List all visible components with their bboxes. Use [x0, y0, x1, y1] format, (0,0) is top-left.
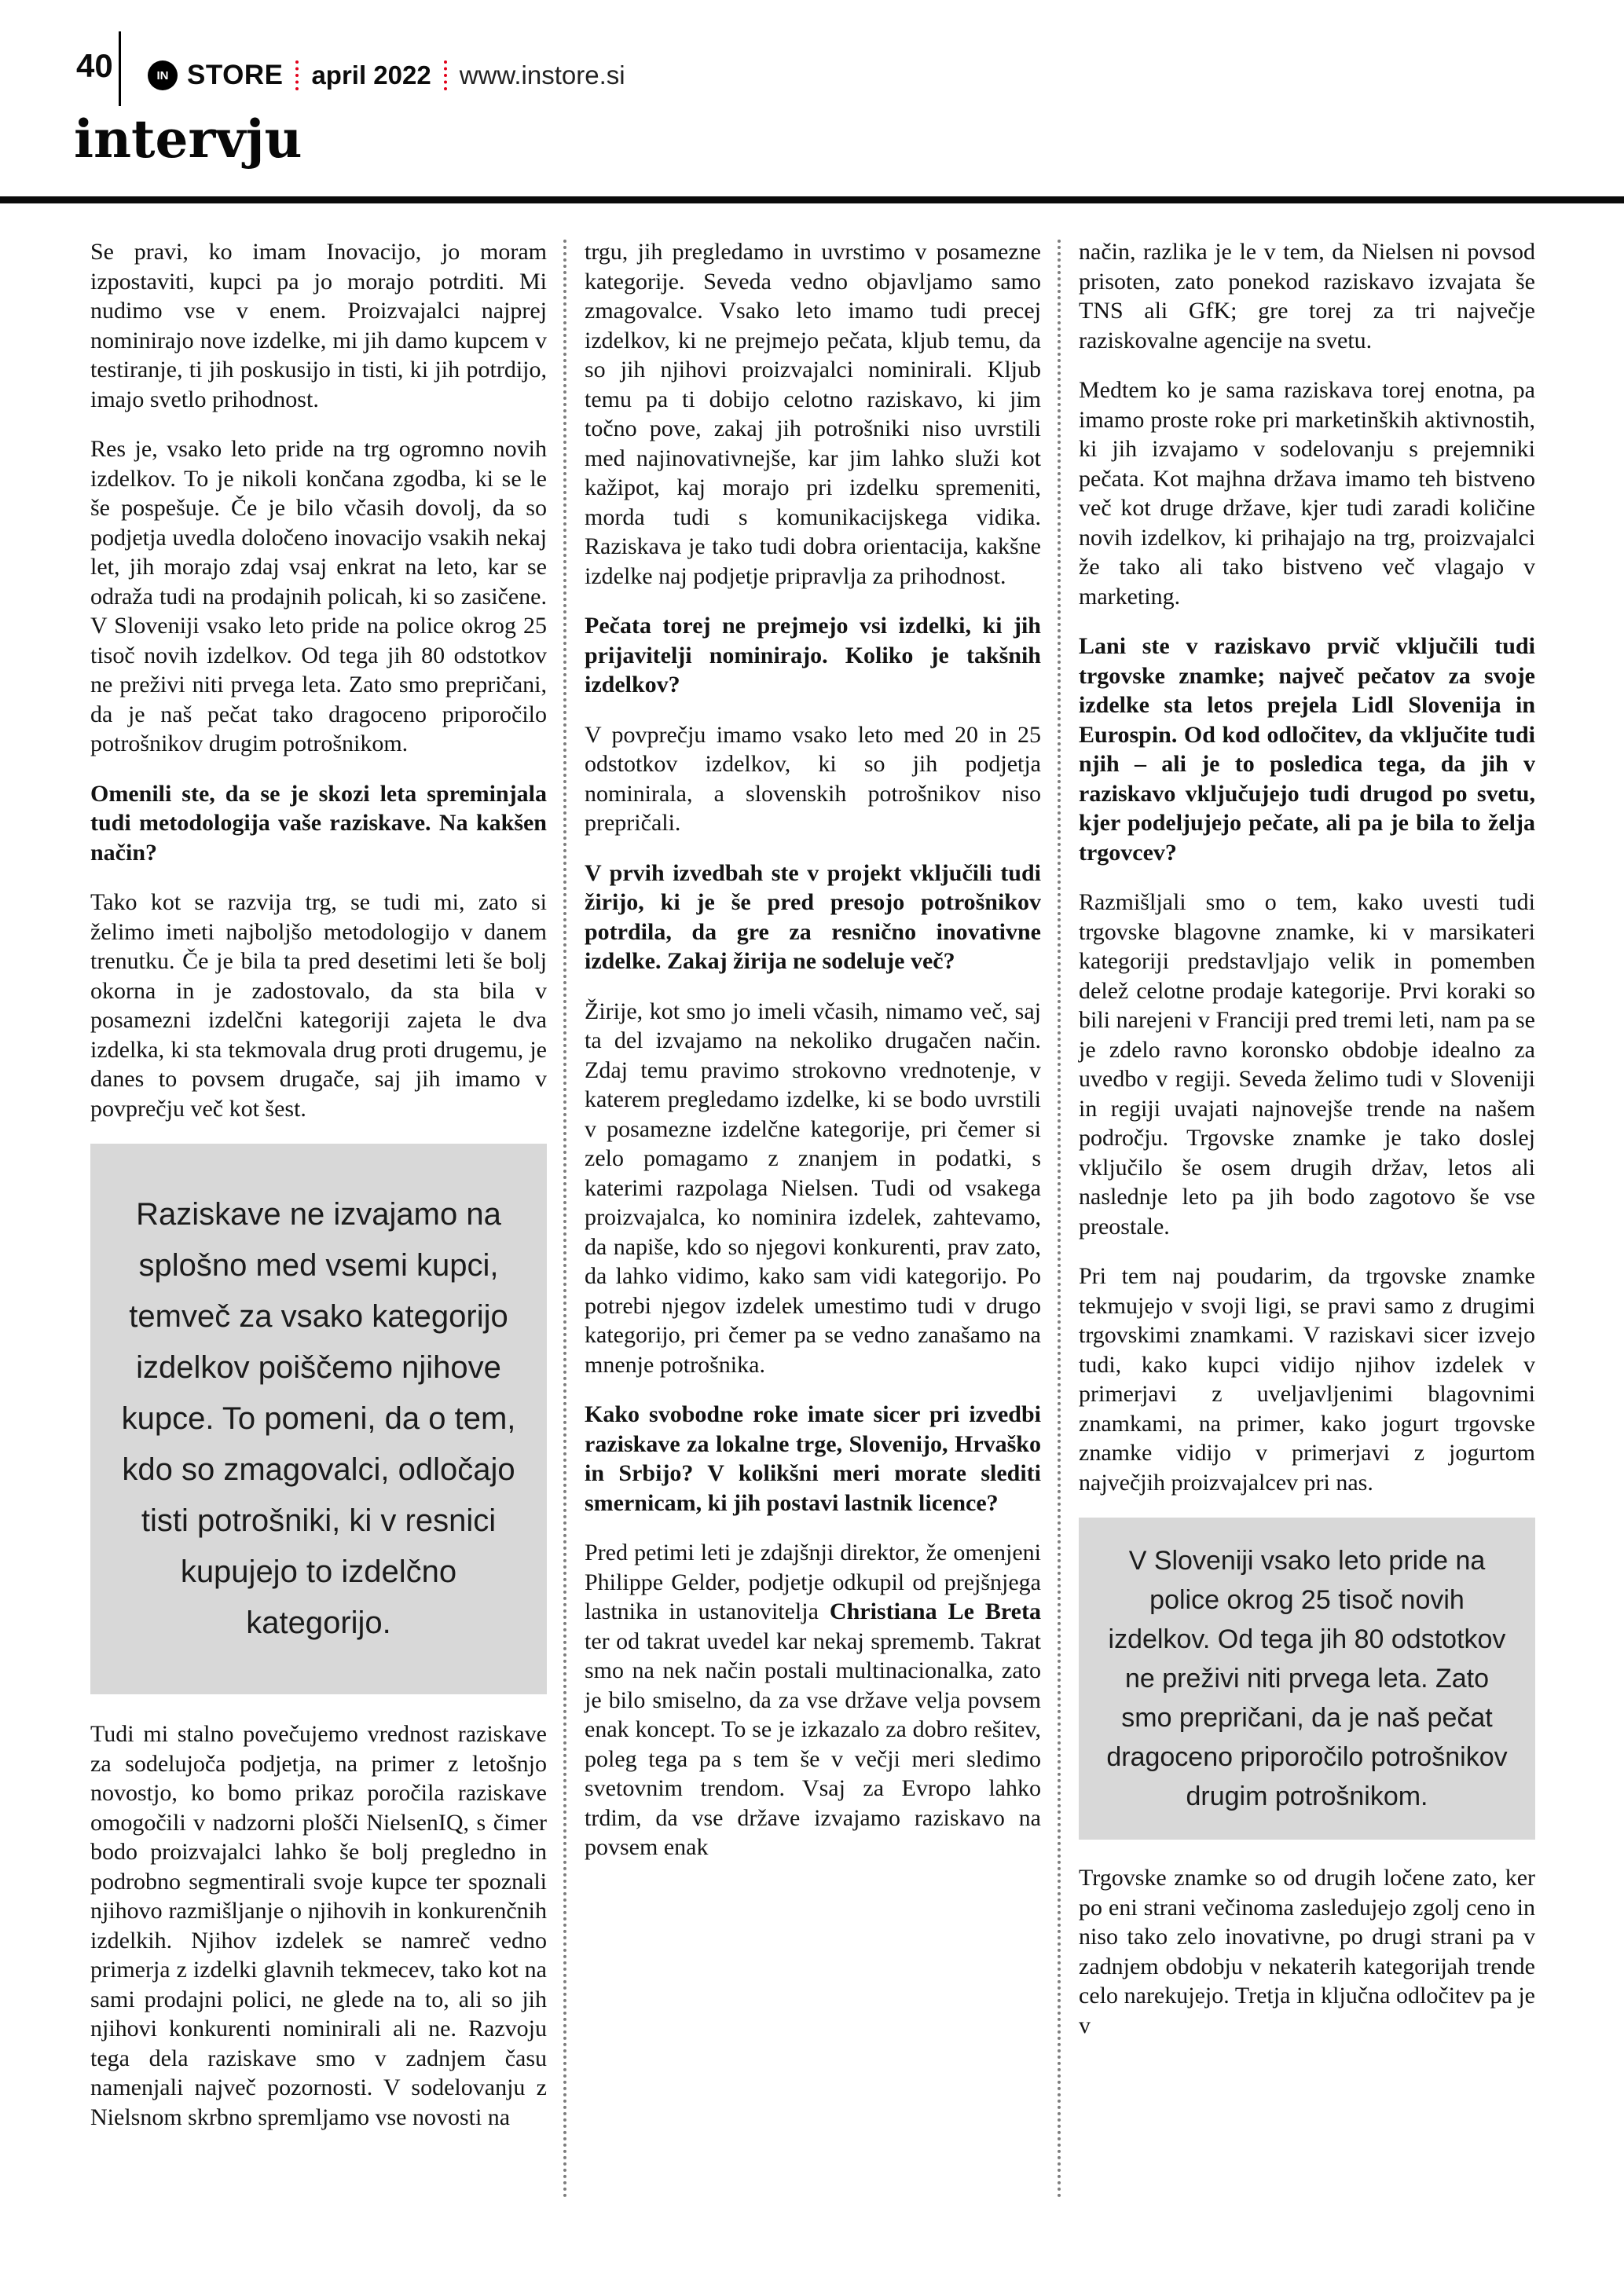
paragraph: Se pravi, ko imam Inovacijo, jo moram izpostaviti, kupci pa jo morajo potrditi. Mi nudimo vse v enem. Proizvajalci najprej nominirajo nove izdelke, mi jih damo kupcem v testiranje, ti jih poskusijo in tisti, ki jih potrdijo, imajo svetlo prihodnost. — [90, 239, 547, 412]
red-dotted-separator — [295, 60, 299, 90]
pull-quote: V Sloveniji vsako leto pride na police okrog 25 tisoč novih izdelkov. Od tega jih 80 odstotkov ne preživi niti prvega leta. Zato smo prepričani, da je naš pečat dragoceno priporočilo potrošnikov drugim potrošnikom. — [1079, 1518, 1535, 1840]
text-column-2 — [585, 237, 1041, 2152]
paragraph: Tako kot se razvija trg, se tudi mi, zato si želimo imeti najboljšo metodologijo v danem trenutku. Če je bila ta pred desetimi leti še bolj okorna in je zadostovalo, da sta bila v posamezni izdelčni kategoriji zajeta le dva izdelka, ki sta tekmovala drug proti drugemu, je danes to povsem drugače, saj jih imamo v povprečju več kot šest. — [90, 889, 547, 1122]
column-separator — [563, 240, 566, 2199]
issue-date: april 2022 — [311, 60, 431, 90]
masthead-rule — [0, 196, 1624, 203]
website-url[interactable]: www.instore.si — [459, 60, 625, 90]
bold-text-segment: Christiana Le Breta — [829, 1598, 1041, 1624]
page-number: 40 — [76, 47, 113, 84]
paragraph: Medtem ko je sama raziskava torej enotna, pa imamo proste roke pri marketinških aktivnostih, ki jih izvajamo v sodelovanju s prejemniki pečata. Kot majhna država imamo teh bistveno več kot druge države, kjer tudi zaradi količine novih izdelkov, ki prihajajo na trg, proizvajalci že tako ali tako bistveno več vlagajo v marketing. — [1079, 377, 1535, 610]
section-title: intervju — [74, 108, 302, 170]
paragraph: Trgovske znamke so od drugih ločene zato, ker po eni strani večinoma zasledujejo zgolj ceno in niso tako zelo inovativne, po drugi strani pa v zadnjem obdobju v nekaterih kategorijah trende celo narekujejo. Tretja in ključna odločitev pa je v — [1079, 1865, 1535, 2038]
text-segment: Pred petimi leti je zdajšnji direktor, že omenjeni Philippe Gelder, podjetje odkupil od prejšnjega lastnika in ustanovitelja — [585, 1540, 1041, 1624]
paragraph: Žirije, kot smo jo imeli včasih, nimamo več, saj ta del izvajamo na nekoliko drugačen način. Zdaj temu pravimo strokovno vrednotenje, v katerem pregledamo izdelke, ki se bodo uvrstili v posamezne izdelčne kategorije, pri čemer si zelo pomagamo z znanjem in podatki, s katerimi razpolaga Nielsen. Tudi od vsakega proizvajalca, ko nominira izdelek, zahtevamo, da napiše, kdo so njegovi konkurenti, prav zato, da lahko vidimo, kako sam vidi kategorijo. Po potrebi njegov izdelek umestimo tudi v drugo kategorijo, pri čemer pa se vedno zanašamo na mnenje potrošnika. — [585, 998, 1041, 1378]
pull-quote: Raziskave ne izvajamo na splošno med vsemi kupci, temveč za vsako kategorijo izdelkov poiščemo njihove kupce. To pomeni, da o tem, kdo so zmagovalci, odločajo tisti potrošniki, ki v resnici kupujejo to izdelčno kategorijo. — [90, 1144, 547, 1694]
paragraph: Pri tem naj poudarim, da trgovske znamke tekmujejo v svoji ligi, se pravi samo z drugimi trgovskimi znamkami. V raziskavi sicer izvejo tudi, kako kupci vidijo njihov izdelek v primerjavi z uveljavljenimi blagovnimi znamkami, na primer, kako jogurt trgovske znamke vidijo v primerjavi z jogurtom največjih proizvajalcev pri nas. — [1079, 1263, 1535, 1496]
red-dotted-separator — [444, 60, 447, 90]
instore-logo-icon: IN — [148, 60, 178, 90]
header-divider — [119, 31, 121, 106]
paragraph: V povprečju imamo vsako leto med 20 in 25 odstotkov izdelkov, ki so jih podjetja nominirala, a slovenskih potrošnikov niso prepričali. — [585, 721, 1041, 836]
paragraph: Res je, vsako leto pride na trg ogromno novih izdelkov. To je nikoli končana zgodba, ki se le še pospešuje. Če je bilo včasih dovolj, da so podjetja uvedla določeno inovacijo vsakih nekaj let, jih morajo zdaj vsaj enkrat na leto, kar se odraža tudi na prodajnih policah, ki so zasičene. V Sloveniji vsako leto pride na police okrog 25 tisoč novih izdelkov. Od tega jih 80 odstotkov ne preživi niti prvega leta. Zato smo prepričani, da je naš pečat tako dragoceno priporočilo potrošnikov drugim potrošnikom. — [90, 436, 547, 756]
column-separator — [1058, 240, 1061, 2199]
paragraph: Razmišljali smo o tem, kako uvesti tudi trgovske blagovne znamke, ki v marsikateri kategoriji predstavljajo velik in pomemben delež celotne prodaje kategorije. Prvi koraki so bili narejeni v Franciji pred tremi leti, nam pa se je zdelo ravno koronsko obdobje idealno za uvedbo v regiji. Seveda želimo tudi v Sloveniji in regiji uvajati najnovejše trende na našem področju. Trgovske znamke je tako doslej vključilo še osem drugih držav, letos ali naslednje leto pa jih bodo zagotovo še vse preostale. — [1079, 889, 1535, 1240]
interview-question: V prvih izvedbah ste v projekt vključili tudi žirijo, ki je še pred presojo potrošnikov potrdila, da gre za resnično inovativne izdelke. Zakaj žirija ne sodeluje več? — [585, 859, 1041, 974]
paragraph — [585, 1538, 1041, 1862]
paragraph: Tudi mi stalno povečujemo vrednost raziskave za sodelujoča podjetja, na primer z letošnjo novostjo, ko bomo prikaz poročila raziskave omogočili v nadzorni plošči NielsenIQ, s čimer bodo proizvajalci lahko še bolj pregledno in podrobno segmentirali svoje kupce ter spoznali njihovo razmišljanje o njihovih in konkurenčnih izdelkih. Njihov izdelek se namreč vedno primerja z izdelki glavnih tekmecev, tako kot na sami prodajni polici, ne glede na to, ali so jih njihovi konkurenti nominirali ali ne. Razvoju tega dela raziskave smo v zadnjem času namenjali največ pozornosti. V sodelovanju z Nielsnom skrbno spremljamo vse novosti na — [90, 1721, 547, 2130]
masthead — [148, 60, 625, 91]
article-columns — [90, 237, 1535, 2152]
interview-question: Lani ste v raziskavo prvič vključili tudi trgovske znamke; največ pečatov za svoje izdelke sta letos prejela Lidl Slovenija in Eurospin. Od kod odločitev, da vključite tudi njih – ali je to posledica tega, da jih v raziskavo vključujejo tudi drugod po svetu, kjer podeljujejo pečate, ali pa je bila to želja trgovcev? — [1079, 633, 1535, 866]
interview-question: Omenili ste, da se je skozi leta spreminjala tudi metodologija vaše raziskave. Na kakšen način? — [90, 780, 547, 866]
paragraph: trgu, jih pregledamo in uvrstimo v posamezne kategorije. Seveda vedno objavljamo samo zmagovalce. Vsako leto imamo tudi precej izdelkov, ki ne prejmejo pečata, kljub temu, da so jih njihovi proizvajalci nominirali. Kljub temu pa ti dobijo celotno raziskavo, ki jim točno pove, zakaj jih potrošniki niso uvrstili med najinovativnejše, kar jim lahko služi kot kažipot, kaj morajo pri izdelku spremeniti, morda tudi s komunikacijskega vidika. Raziskava je tako tudi dobra orientacija, kakšne izdelke naj podjetje pripravlja za prihodnost. — [585, 239, 1041, 589]
text-segment: ter od takrat uvedel kar nekaj sprememb. Takrat smo na nek način postali multinacionalka, zato je bilo smiselno, da za vse države velja povsem enak koncept. To se je izkazalo za dobro rešitev, poleg tega pa s tem še v večji meri sledimo svetovnim trendom. Vsaj za Evropo lahko trdim, da vse države izvajamo raziskavo na povsem enak — [585, 1628, 1041, 1860]
text-column-3 — [1079, 237, 1535, 2152]
paragraph: način, razlika je le v tem, da Nielsen ni povsod prisoten, zato ponekod raziskavo izvajata še TNS ali GfK; gre torej za tri največje raziskovalne agencije na svetu. — [1079, 239, 1535, 353]
text-column-1 — [90, 237, 547, 2152]
brand-name: STORE — [187, 60, 284, 90]
interview-question: Pečata torej ne prejmejo vsi izdelki, ki jih prijavitelji nominirajo. Koliko je takšnih izdelkov? — [585, 613, 1041, 698]
interview-question: Kako svobodne roke imate sicer pri izvedbi raziskave za lokalne trge, Slovenijo, Hrvaško in Srbijo? V kolikšni meri morate slediti smernicam, ki jih postavi lastnik licence? — [585, 1401, 1041, 1516]
